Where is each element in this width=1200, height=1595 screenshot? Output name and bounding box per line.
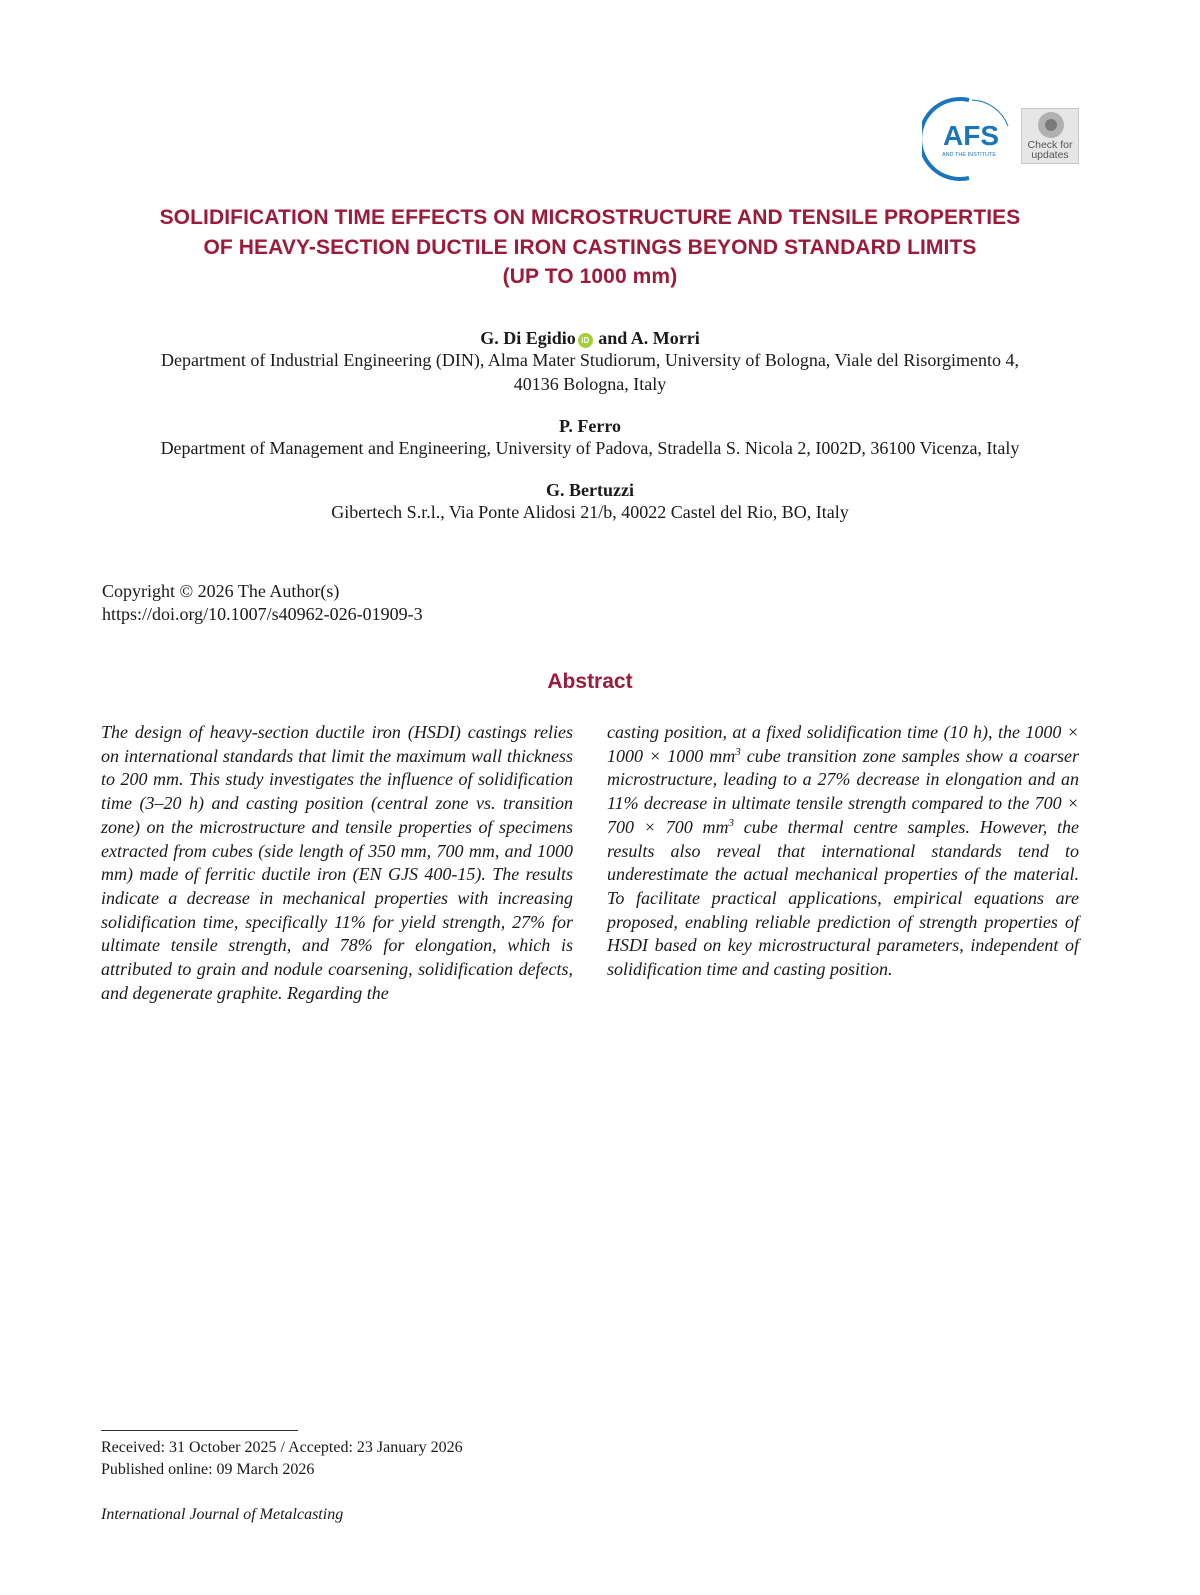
afs-logo <box>922 96 1016 182</box>
author-block-3 <box>90 479 1090 525</box>
author-name-morri: and A. Morri <box>593 328 700 348</box>
title-line: SOLIDIFICATION TIME EFFECTS ON MICROSTRUCTURE AND TENSILE PROPERTIES <box>159 206 1021 229</box>
crossmark-label-2: updates <box>1031 149 1069 161</box>
copyright-notice: Copyright © 2026 The Author(s) <box>102 581 340 601</box>
afs-logo-text: AFS <box>943 120 999 151</box>
affiliation-line: Department of Industrial Engineering (DIN), Alma Mater Studiorum, University of Bologna, Viale del Risorgimento 4, <box>160 350 1020 370</box>
journal-name: International Journal of Metalcasting <box>101 1506 344 1523</box>
affiliation: Gibertech S.r.l., Via Ponte Alidosi 21/b, 40022 Castel del Rio, BO, Italy <box>331 502 849 522</box>
author-block-1 <box>90 327 1090 396</box>
author-name-di-egidio: G. Di Egidio <box>480 328 576 348</box>
abstract-text: cube thermal centre samples. However, the results also reveal that international standards tend to underestimate the actual mechanical properties of the material. To facilitate practical applications, empirical equations are proposed, enabling reliable prediction of strength properties of HSDI based on key microstructural parameters, independent of solidification time and casting position. <box>607 816 1079 980</box>
affiliation: Department of Management and Engineering, University of Padova, Stradella S. Nicola 2, I002D, 36100 Vicenza, Italy <box>160 438 1020 458</box>
crossmark-icon <box>1038 112 1064 138</box>
superscript: 3 <box>728 816 735 829</box>
title-line: OF HEAVY-SECTION DUCTILE IRON CASTINGS BEYOND STANDARD LIMITS <box>203 235 977 259</box>
check-for-updates-badge[interactable] <box>1021 108 1079 164</box>
paper-title <box>90 203 1090 292</box>
abstract-column-right <box>607 721 1079 982</box>
superscript: 3 <box>735 745 741 758</box>
dates-block <box>101 1437 463 1481</box>
affiliation-line: 40136 Bologna, Italy <box>513 373 667 394</box>
publisher-logos <box>922 96 1082 186</box>
footnote-divider <box>101 1430 298 1431</box>
author-name-ferro: P. Ferro <box>559 416 621 436</box>
abstract-column-left: The design of heavy-section ductile iron (HSDI) castings relies on international standards that limit the maximum wall thickness to 200 mm. This study investigates the influence of solidification time (3–20 h) and casting position (central zone vs. transition zone) on the microstructure and tensile properties of specimens extracted from cubes (side length of 350 mm, 700 mm, and 1000 mm) made of ferritic ductile iron (EN GJS 400-15). The results indicate a decrease in mechanical properties with increasing solidification time, specifically 11% for yield strength, 27% for ultimate tensile strength, and 78% for elongation, which is attributed to grain and nodule coarsening, solidification defects, and degenerate graphite. Regarding the <box>101 722 573 1003</box>
crossmark-label-1: Check for <box>1027 139 1073 151</box>
doi-link[interactable]: https://doi.org/10.1007/s40962-026-01909-3 <box>102 604 423 624</box>
author-names <box>90 327 1090 349</box>
published-date: Published online: 09 March 2026 <box>101 1461 315 1478</box>
copyright-block <box>102 580 423 626</box>
title-line: (UP TO 1000 mm) <box>502 265 678 288</box>
orcid-icon[interactable]: iD <box>578 333 593 348</box>
author-block-2 <box>90 415 1090 461</box>
abstract-heading: Abstract <box>547 670 633 693</box>
affiliation <box>90 349 1090 396</box>
abstract-text: cube transition zone samples show a coarser microstructure, leading to a 27% decrease in elongation and an 11% decrease in ultimate tensile strength compared to the 700 × 700 × 700 mm <box>607 745 1079 837</box>
author-name-bertuzzi: G. Bertuzzi <box>546 480 634 500</box>
abstract-text: casting position, at a fixed solidification time (10 h), the 1000 × 1000 × 1000 mm <box>607 722 1079 766</box>
received-accepted-dates: Received: 31 October 2025 / Accepted: 23 January 2026 <box>101 1439 463 1456</box>
afs-logo-subtext: AND THE INSTITUTE <box>942 152 996 158</box>
